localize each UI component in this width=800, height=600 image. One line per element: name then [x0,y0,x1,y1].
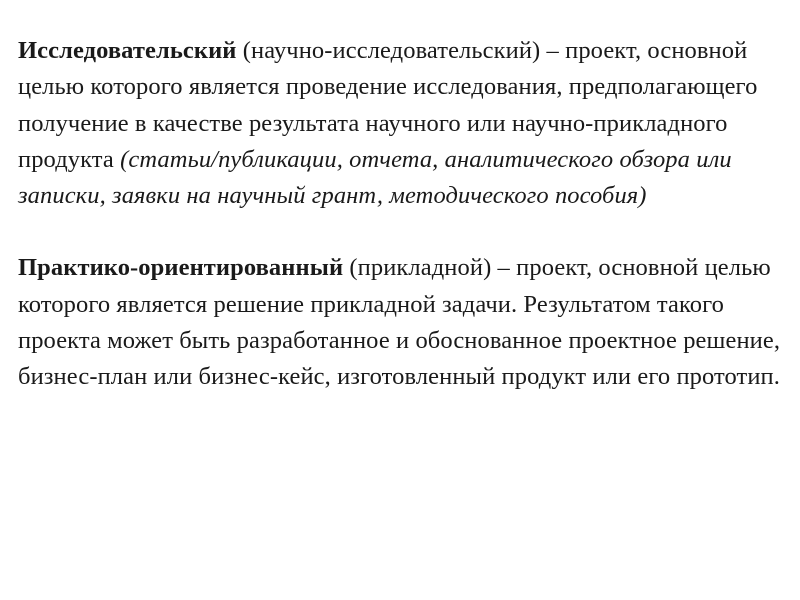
practical-project-term: Практико-ориентированный [18,254,344,282]
research-project-term: Исследовательский [18,37,237,64]
research-project-definition: (научно-исследовательский) – проект, основной целью которого является проведение исследования, предполагающего получение в качестве результата научного или научно-прикладного продукта [18,37,758,173]
practical-project-definition: (прикладной) – проект, основной целью которого является решение прикладной задачи. Результатом такого проекта может быть разработанное и обоснованное проектное решение, бизнес-план или бизнес-кейс, изготовленный продукт или его прототип. [18,254,781,391]
practical-project-paragraph [18,250,788,395]
research-project-examples: (статьи/публикации, отчета, аналитического обзора или записки, заявки на научный грант, методического пособия) [18,145,732,210]
research-project-paragraph [18,33,788,214]
slide-content [18,33,788,396]
